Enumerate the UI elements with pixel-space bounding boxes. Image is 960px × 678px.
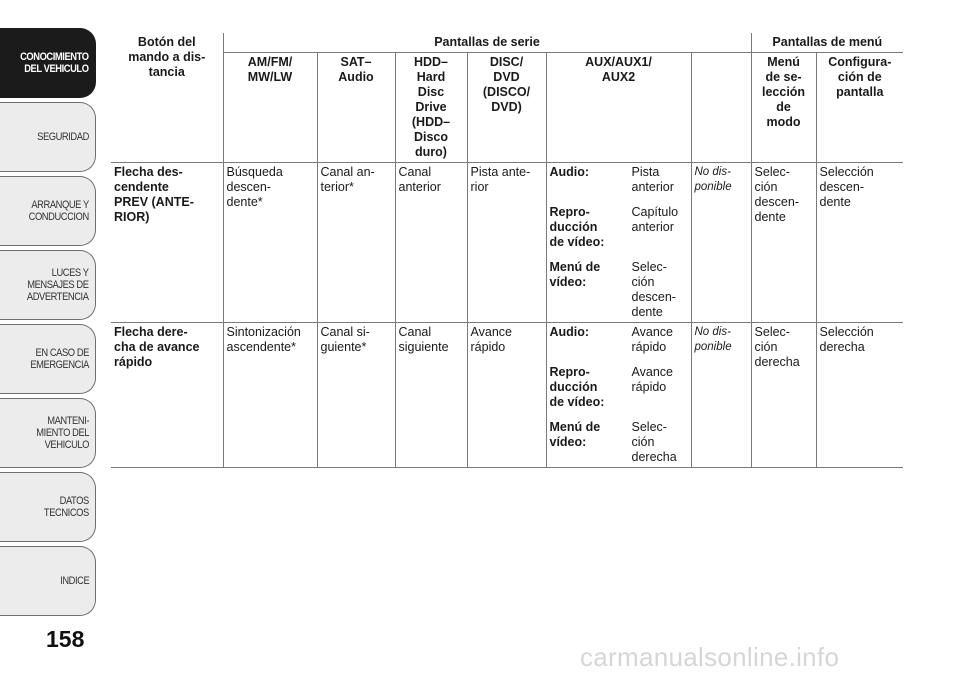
tab-indice[interactable] [0, 546, 96, 616]
tab-mantenimiento[interactable] [0, 398, 96, 468]
remote-control-buttons-table [111, 33, 903, 468]
tab-label: DATOS TECNICOS [44, 495, 89, 519]
aux-label: Audio: [549, 325, 590, 339]
table-row [111, 323, 903, 468]
table-row [111, 163, 903, 323]
cell-aux [546, 323, 691, 468]
header-aux-empty [691, 53, 751, 163]
header-button: Botón del mando a dis- tancia [128, 35, 206, 79]
tab-label: CONOCIMIENTO DEL VEHICULO [20, 51, 89, 75]
header-hdd: HDD– Hard Disc Drive (HDD– Disco duro) [395, 53, 467, 163]
aux-value: Selec- ción derecha [631, 420, 677, 464]
row-button-name: Flecha dere- cha de avance rápido [111, 323, 223, 468]
aux-value: Avance rápido [631, 325, 673, 354]
header-group-row [111, 33, 903, 53]
aux-label: Menú de vídeo: [549, 420, 601, 449]
cell-aux-not-available: No dis- ponible [691, 323, 751, 468]
cell-aux-not-available: No dis- ponible [691, 163, 751, 323]
tab-label: SEGURIDAD [37, 131, 89, 143]
aux-label: Repro- ducción de vídeo: [549, 205, 605, 249]
tab-conocimiento-del-vehiculo[interactable] [0, 28, 96, 98]
tab-label: ARRANQUE Y CONDUCCION [28, 199, 89, 223]
header-disc-dvd: DISC/ DVD (DISCO/ DVD) [467, 53, 546, 163]
header-menu-group: Pantallas de menú [751, 33, 903, 53]
page-number: 158 [46, 626, 85, 652]
aux-value: Capítulo anterior [631, 205, 679, 234]
header-sat-audio: SAT– Audio [317, 53, 395, 163]
cell-am-fm: Búsqueda descen- dente* [223, 163, 317, 323]
watermark: carmanualsonline.info [580, 642, 840, 672]
header-menu-seleccion-modo: Menú de se- lección de modo [751, 53, 816, 163]
cell-disc: Pista ante- rior [467, 163, 546, 323]
tab-label: EN CASO DE EMERGENCIA [30, 347, 89, 371]
tab-datos-tecnicos[interactable] [0, 472, 96, 542]
cell-am-fm: Sintonización ascendente* [223, 323, 317, 468]
cell-aux [546, 163, 691, 323]
aux-value: Avance rápido [631, 365, 673, 394]
tab-label: LUCES Y MENSAJES DE ADVERTENCIA [27, 267, 89, 303]
cell-sat-audio: Canal si- guiente* [317, 323, 395, 468]
header-columns-row [111, 53, 903, 163]
tab-label: INDICE [59, 575, 89, 587]
tab-en-caso-de-emergencia[interactable] [0, 324, 96, 394]
cell-disc: Avance rápido [467, 323, 546, 468]
tab-label: MANTENI- MIENTO DEL VEHICULO [36, 415, 89, 451]
cell-sat-audio: Canal an- terior* [317, 163, 395, 323]
cell-hdd: Canal anterior [395, 163, 467, 323]
header-series-group: Pantallas de serie [223, 33, 751, 53]
tab-luces-y-mensajes[interactable] [0, 250, 96, 320]
aux-value: Pista anterior [631, 165, 674, 194]
header-configuracion-pantalla: Configura- ción de pantalla [816, 53, 903, 163]
cell-configuracion: Selección derecha [816, 323, 903, 468]
row-button-name: Flecha des- cendente PREV (ANTE- RIOR) [111, 163, 223, 323]
cell-menu-seleccion: Selec- ción derecha [751, 323, 816, 468]
tab-arranque-y-conduccion[interactable] [0, 176, 96, 246]
aux-label: Repro- ducción de vídeo: [549, 365, 605, 409]
header-am-fm: AM/FM/ MW/LW [223, 53, 317, 163]
aux-value: Selec- ción descen- dente [631, 260, 676, 319]
cell-hdd: Canal siguiente [395, 323, 467, 468]
cell-menu-seleccion: Selec- ción descen- dente [751, 163, 816, 323]
aux-label: Audio: [549, 165, 590, 179]
aux-label: Menú de vídeo: [549, 260, 601, 289]
tab-seguridad[interactable] [0, 102, 96, 172]
cell-configuracion: Selección descen- dente [816, 163, 903, 323]
header-aux: AUX/AUX1/ AUX2 [546, 53, 691, 163]
